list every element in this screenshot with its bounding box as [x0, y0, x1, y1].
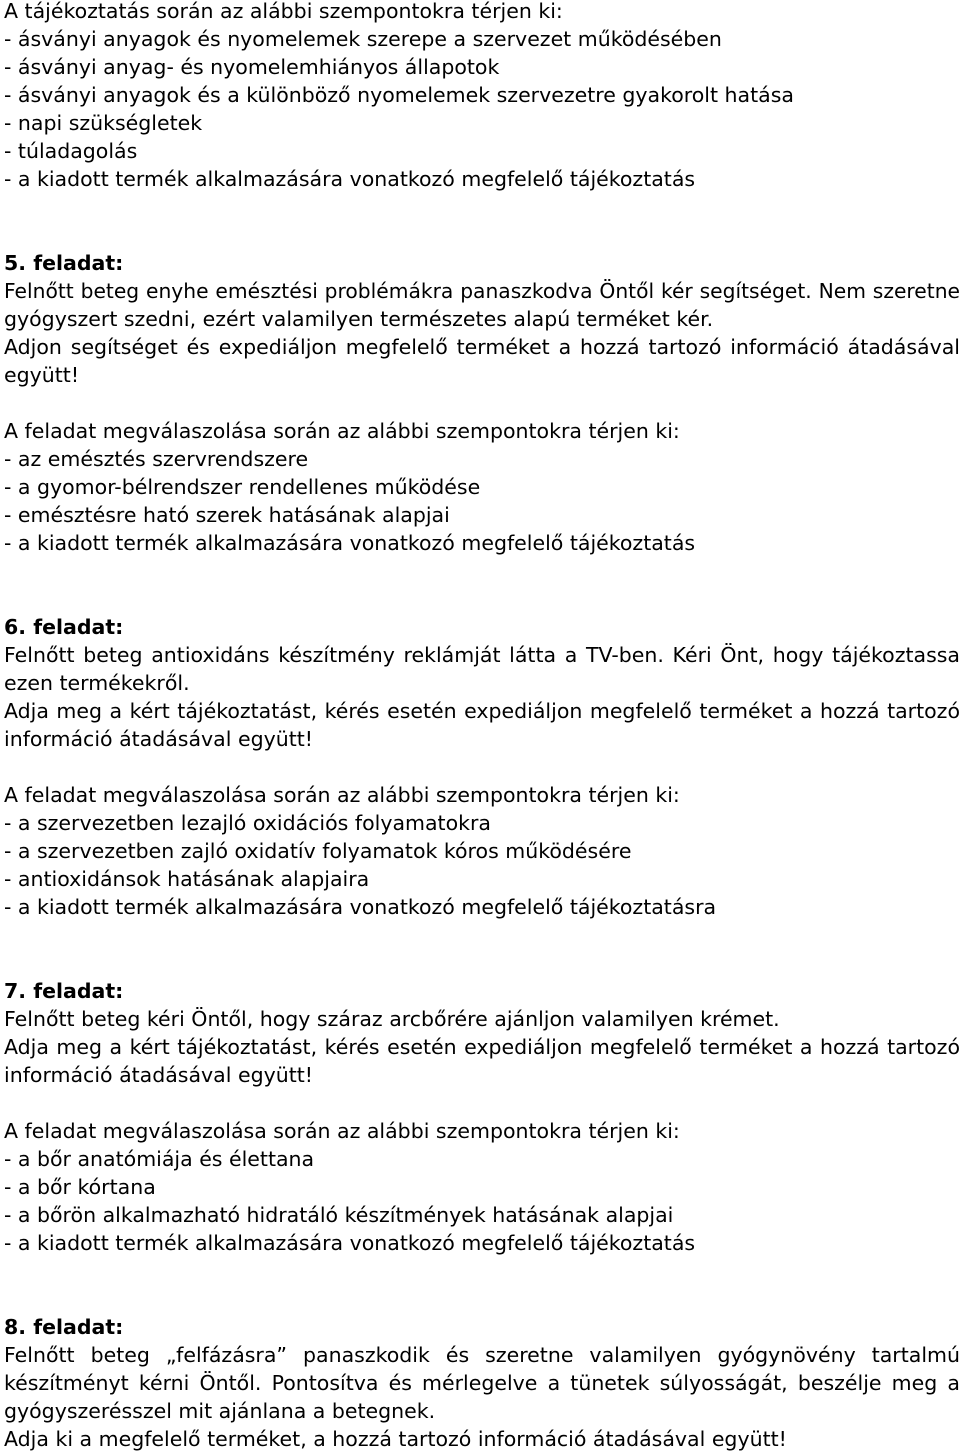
task-8-text: készítményt kérni Öntől. Pontosítva és mérlegelve a tünetek súlyosságát, beszélje meg a [4, 1371, 960, 1395]
task-7-criteria: - a bőrön alkalmazható hidratáló készítmények hatásának alapjai [4, 1203, 674, 1227]
intro-line: - túladagolás [4, 139, 138, 163]
intro-line: - ásványi anyag- és nyomelemhiányos állapotok [4, 55, 500, 79]
task-8-text: gyógyszerésszel mit ajánlana a betegnek. [4, 1399, 436, 1423]
task-6-criteria: - antioxidánsok hatásának alapjaira [4, 867, 370, 891]
intro-line: - a kiadott termék alkalmazására vonatkozó megfelelő tájékoztatás [4, 167, 696, 191]
task-7-text: Adja meg a kért tájékoztatást, kérés esetén expediáljon megfelelő terméket a hozzá tartozó [4, 1035, 960, 1059]
task-5-text: Adjon segítséget és expediáljon megfelelő terméket a hozzá tartozó információ átadásával [4, 335, 960, 359]
task-5-text: gyógyszert szedni, ezért valamilyen természetes alapú terméket kér. [4, 307, 714, 331]
task-6-criteria: - a szervezetben lezajló oxidációs folyamatokra [4, 811, 491, 835]
task-5-text: együtt! [4, 363, 80, 387]
task-5-criteria: A feladat megválaszolása során az alábbi szempontokra térjen ki: [4, 419, 680, 443]
task-6-criteria: - a szervezetben zajló oxidatív folyamatok kóros működésére [4, 839, 632, 863]
task-7-criteria: A feladat megválaszolása során az alábbi szempontokra térjen ki: [4, 1119, 680, 1143]
task-8-text: Adja ki a megfelelő terméket, a hozzá tartozó információ átadásával együtt! [4, 1427, 787, 1451]
task-7-criteria: - a bőr anatómiája és élettana [4, 1147, 315, 1171]
intro-line: A tájékoztatás során az alábbi szempontokra térjen ki: [4, 0, 563, 23]
task-6-text: ezen termékekről. [4, 671, 190, 695]
task-7-text: információ átadásával együtt! [4, 1063, 314, 1087]
task-8-heading: 8. feladat: [4, 1315, 124, 1339]
intro-line: - ásványi anyagok és a különböző nyomelemek szervezetre gyakorolt hatása [4, 83, 794, 107]
task-8-text: Felnőtt beteg „felfázásra” panaszkodik és szeretne valamilyen gyógynövény tartalmú [4, 1343, 960, 1367]
task-6-text: Felnőtt beteg antioxidáns készítmény reklámját látta a TV-ben. Kéri Önt, hogy tájékoztassa [4, 643, 960, 667]
task-6-criteria: A feladat megválaszolása során az alábbi szempontokra térjen ki: [4, 783, 680, 807]
task-5-criteria: - emésztésre ható szerek hatásának alapjai [4, 503, 450, 527]
task-5-criteria: - a gyomor-bélrendszer rendellenes működése [4, 475, 481, 499]
task-5-text: Felnőtt beteg enyhe emésztési problémákra panaszkodva Öntől kér segítséget. Nem szeretne [4, 279, 960, 303]
task-7-criteria: - a kiadott termék alkalmazására vonatkozó megfelelő tájékoztatás [4, 1231, 696, 1255]
intro-line: - napi szükségletek [4, 111, 203, 135]
task-5-criteria: - az emésztés szervrendszere [4, 447, 309, 471]
task-7-heading: 7. feladat: [4, 979, 124, 1003]
task-5-criteria: - a kiadott termék alkalmazására vonatkozó megfelelő tájékoztatás [4, 531, 696, 555]
task-5-heading: 5. feladat: [4, 251, 124, 275]
task-6-criteria: - a kiadott termék alkalmazására vonatkozó megfelelő tájékoztatásra [4, 895, 717, 919]
task-6-text: információ átadásával együtt! [4, 727, 314, 751]
task-7-text: Felnőtt beteg kéri Öntől, hogy száraz arcbőrére ajánljon valamilyen krémet. [4, 1007, 780, 1031]
task-6-heading: 6. feladat: [4, 615, 124, 639]
task-6-text: Adja meg a kért tájékoztatást, kérés esetén expediáljon megfelelő terméket a hozzá tartozó [4, 699, 960, 723]
intro-line: - ásványi anyagok és nyomelemek szerepe a szervezet működésében [4, 27, 722, 51]
task-7-criteria: - a bőr kórtana [4, 1175, 156, 1199]
